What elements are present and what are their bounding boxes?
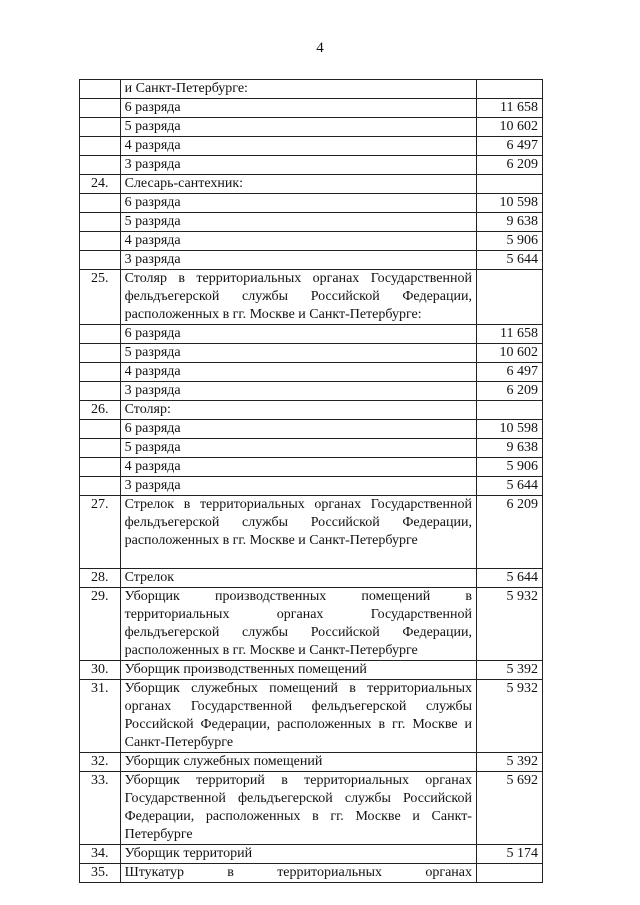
table-row: [80, 232, 543, 251]
row-description: 4 разряда: [120, 363, 476, 382]
row-number: [80, 344, 121, 363]
table-row: [80, 401, 543, 420]
row-description: 6 разряда: [120, 420, 476, 439]
row-number: [80, 420, 121, 439]
row-description: 4 разряда: [120, 458, 476, 477]
row-number: [80, 99, 121, 118]
row-salary: 9 638: [476, 213, 542, 232]
row-description: 3 разряда: [120, 156, 476, 175]
row-description: Уборщик территорий: [120, 845, 476, 864]
row-number: [80, 477, 121, 496]
row-salary: 6 209: [476, 382, 542, 401]
table-row: [80, 156, 543, 175]
row-number: [80, 439, 121, 458]
row-salary: [476, 175, 542, 194]
table-row: [80, 864, 543, 883]
row-salary: [476, 270, 542, 325]
page-number: 4: [316, 40, 324, 56]
table-row: [80, 325, 543, 344]
row-description: 5 разряда: [120, 344, 476, 363]
table-row: [80, 270, 543, 325]
row-number: 32.: [80, 753, 121, 772]
row-number: 31.: [80, 680, 121, 753]
row-salary: 11 658: [476, 99, 542, 118]
table-row: [80, 588, 543, 661]
row-description: Штукатур в территориальных органах: [120, 864, 476, 883]
row-number: 28.: [80, 569, 121, 588]
row-number: [80, 251, 121, 270]
row-description: Уборщик служебных помещений: [120, 753, 476, 772]
row-number: [80, 213, 121, 232]
row-salary: [476, 401, 542, 420]
row-salary: 10 602: [476, 118, 542, 137]
row-salary: 9 638: [476, 439, 542, 458]
row-description: 4 разряда: [120, 232, 476, 251]
row-salary: 5 932: [476, 588, 542, 661]
row-salary: 5 692: [476, 772, 542, 845]
row-salary: 6 497: [476, 363, 542, 382]
row-description: Столяр в территориальных органах Государственной фельдъегерской службы Российской Федерации, расположенных в гг. Москве и Санкт-Петербурге:: [120, 270, 476, 325]
row-number: 34.: [80, 845, 121, 864]
row-description: 6 разряда: [120, 325, 476, 344]
row-number: 27.: [80, 496, 121, 569]
table-row: [80, 661, 543, 680]
row-salary: 5 906: [476, 232, 542, 251]
row-number: 25.: [80, 270, 121, 325]
table-row: [80, 118, 543, 137]
row-salary: [476, 864, 542, 883]
row-salary: 5 174: [476, 845, 542, 864]
row-salary: 5 644: [476, 251, 542, 270]
row-salary: 5 932: [476, 680, 542, 753]
row-number: 33.: [80, 772, 121, 845]
row-description: Столяр:: [120, 401, 476, 420]
row-description: 5 разряда: [120, 213, 476, 232]
row-number: [80, 137, 121, 156]
row-salary: 5 906: [476, 458, 542, 477]
row-number: [80, 118, 121, 137]
row-description: 5 разряда: [120, 439, 476, 458]
table-row: [80, 753, 543, 772]
row-number: 24.: [80, 175, 121, 194]
table-row: [80, 213, 543, 232]
row-number: 29.: [80, 588, 121, 661]
row-number: [80, 325, 121, 344]
row-description: 4 разряда: [120, 137, 476, 156]
row-salary: 10 598: [476, 194, 542, 213]
table-row: [80, 80, 543, 99]
row-number: [80, 80, 121, 99]
table-row: [80, 344, 543, 363]
table-row: [80, 137, 543, 156]
table-row: [80, 496, 543, 569]
row-number: [80, 194, 121, 213]
table-row: [80, 772, 543, 845]
row-salary: 11 658: [476, 325, 542, 344]
row-description: Уборщик производственных помещений: [120, 661, 476, 680]
row-description: Уборщик территорий в территориальных органах Государственной фельдъегерской службы Российской Федерации, расположенных в гг. Москве и Санкт-Петербурге: [120, 772, 476, 845]
table-row: [80, 680, 543, 753]
row-description: Уборщик производственных помещений в территориальных органах Государственной фельдъегерской службы Российской Федерации, расположенных в гг. Москве и Санкт-Петербурге: [120, 588, 476, 661]
row-salary: 10 598: [476, 420, 542, 439]
row-number: 26.: [80, 401, 121, 420]
row-number: [80, 363, 121, 382]
table-row: [80, 569, 543, 588]
row-salary: 5 392: [476, 661, 542, 680]
row-salary: 6 209: [476, 496, 542, 569]
table-row: [80, 382, 543, 401]
table-row: [80, 363, 543, 382]
row-number: [80, 382, 121, 401]
row-number: [80, 156, 121, 175]
row-description: 3 разряда: [120, 382, 476, 401]
row-description: 5 разряда: [120, 118, 476, 137]
row-description: Слесарь-сантехник:: [120, 175, 476, 194]
table-row: [80, 99, 543, 118]
row-number: 35.: [80, 864, 121, 883]
table-row: [80, 477, 543, 496]
row-number: [80, 232, 121, 251]
row-salary: 6 209: [476, 156, 542, 175]
row-salary: 6 497: [476, 137, 542, 156]
table-row: [80, 175, 543, 194]
table-row: [80, 439, 543, 458]
row-number: 30.: [80, 661, 121, 680]
salary-table: [79, 79, 543, 883]
table-row: [80, 420, 543, 439]
table-row: [80, 194, 543, 213]
row-number: [80, 458, 121, 477]
row-description: 6 разряда: [120, 194, 476, 213]
row-salary: [476, 80, 542, 99]
table-row: [80, 458, 543, 477]
row-description: Стрелок: [120, 569, 476, 588]
table-row: [80, 251, 543, 270]
row-salary: 5 644: [476, 477, 542, 496]
row-description: 3 разряда: [120, 477, 476, 496]
row-salary: 5 644: [476, 569, 542, 588]
row-salary: 5 392: [476, 753, 542, 772]
row-description: 3 разряда: [120, 251, 476, 270]
row-description: и Санкт-Петербурге:: [120, 80, 476, 99]
table-row: [80, 845, 543, 864]
row-description: 6 разряда: [120, 99, 476, 118]
row-description: Уборщик служебных помещений в территориальных органах Государственной фельдъегерской службы Российской Федерации, расположенных в гг. Москве и Санкт-Петербурге: [120, 680, 476, 753]
row-description: Стрелок в территориальных органах Государственной фельдъегерской службы Российской Федерации, расположенных в гг. Москве и Санкт-Петербурге: [120, 496, 476, 569]
row-salary: 10 602: [476, 344, 542, 363]
